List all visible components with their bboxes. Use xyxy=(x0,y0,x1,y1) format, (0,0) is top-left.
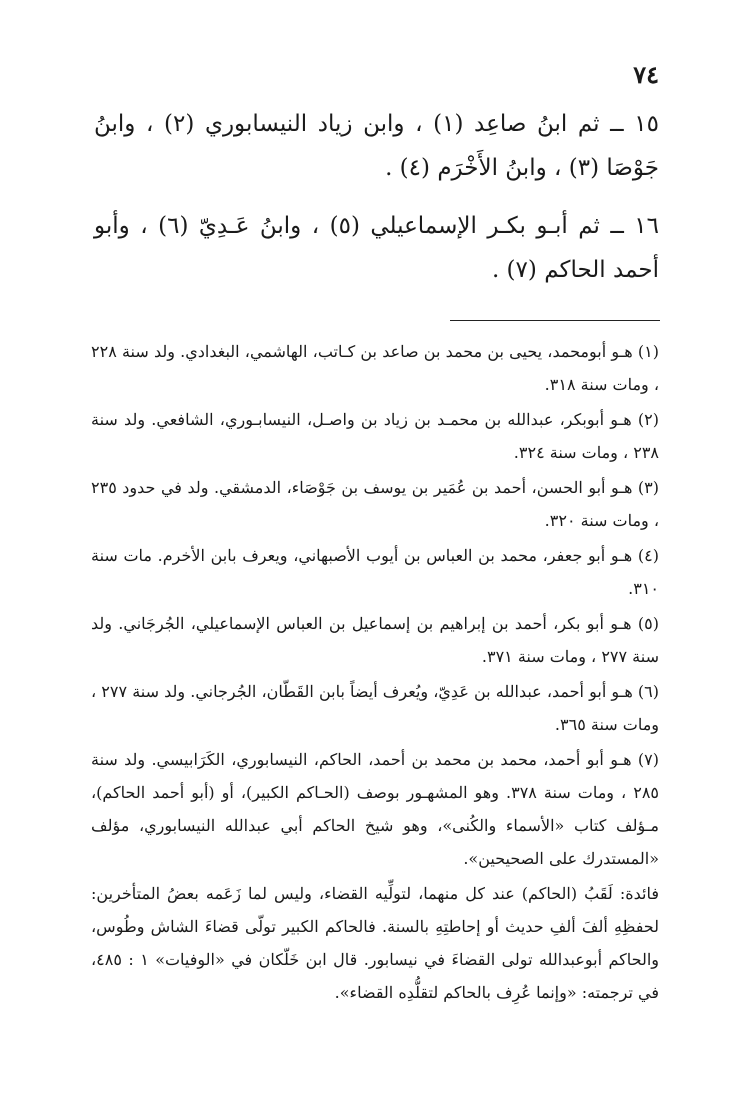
footnote-5: (٥) هـو أبو بكر، أحمد بن إبراهيم بن إسماعيل بن العباس الإسماعيلي، الجُرجَاني. ولد سنة ٢٧٧ ، ومات سنة ٣٧١. xyxy=(91,614,659,666)
footnote-separator xyxy=(450,320,660,321)
page-number: ٧٤ xyxy=(633,60,659,89)
footnotes-section xyxy=(91,335,659,1009)
footnote-1: (١) هـو أبومحمد، يحيى بن محمد بن صاعد بن كـاتب، الهاشمي، البغدادي. ولد سنة ٢٢٨ ، ومات سنة ٣١٨. xyxy=(91,342,659,394)
footnote-2: (٢) هـو أبوبكر، عبدالله بن محمـد بن زياد بن واصـل، النيسابـوري، الشافعي. ولد سنة ٢٣٨ ، ومات سنة ٣٢٤. xyxy=(91,410,660,462)
main-paragraph-15: ١٥ ــ ثم ابنُ صاعِد (١) ، وابن زياد النيسابوري (٢) ، وابنُ جَوْصَا (٣) ، وابنُ الأَخْرَم (٤) . xyxy=(94,111,659,181)
footnote-4: (٤) هـو أبو جعفر، محمد بن العباس بن أيوب الأصبهاني، ويعرف بابن الأخرم. مات سنة ٣١٠. xyxy=(91,546,659,598)
footnote-6: (٦) هـو أبو أحمد، عبدالله بن عَدِيّ، ويُعرف أيضاً بابن القَطّان، الجُرجاني. ولد سنة ٢٧٧ ، ومات سنة ٣٦٥. xyxy=(91,682,660,734)
benefit-note: فائدة: لَقَبُ (الحاكم) عند كل منهما، لتولِّيه القضاء، وليس لما زَعَمه بعضُ المتأخرين: لحفظِهِ ألفَ ألفِ حديث أو إحاطتِهِ بالسنة. فالحاكم الكبير تولّى قضاءَ الشاش وطُوس، والحاكم أبوعبدالله تولى القضاءَ في نيسابور. قال ابن خَلّكان في «الوفيات» ١ : ٤٨٥، في ترجمته: «وإنما عُرِف بالحاكم لتقلُّدِه القضاء». xyxy=(91,884,660,1002)
main-text xyxy=(94,102,659,306)
footnote-7: (٧) هـو أبو أحمد، محمد بن محمد بن أحمد، الحاكم، النيسابوري، الكَرَابيسي. ولد سنة ٢٨٥ ، ومات سنة ٣٧٨. وهو المشهـور بوصف (الحـاكم الكبير)، أو (أبو أحمد الحاكم)، مـؤلف كتاب «الأسماء والكُنى»، وهو شيخ الحاكم أبي عبدالله النيسابوري، مؤلف «المستدرك على الصحيحين». xyxy=(91,750,660,868)
main-paragraph-16: ١٦ ــ ثم أبـو بكـر الإسماعيلي (٥) ، وابنُ عَـدِيّ (٦) ، وأبو أحمد الحاكم (٧) . xyxy=(94,213,659,283)
footnote-3: (٣) هـو أبو الحسن، أحمد بن عُمَير بن يوسف بن جَوْصَاء، الدمشقي. ولد في حدود ٢٣٥ ، ومات سنة ٣٢٠. xyxy=(91,478,659,530)
